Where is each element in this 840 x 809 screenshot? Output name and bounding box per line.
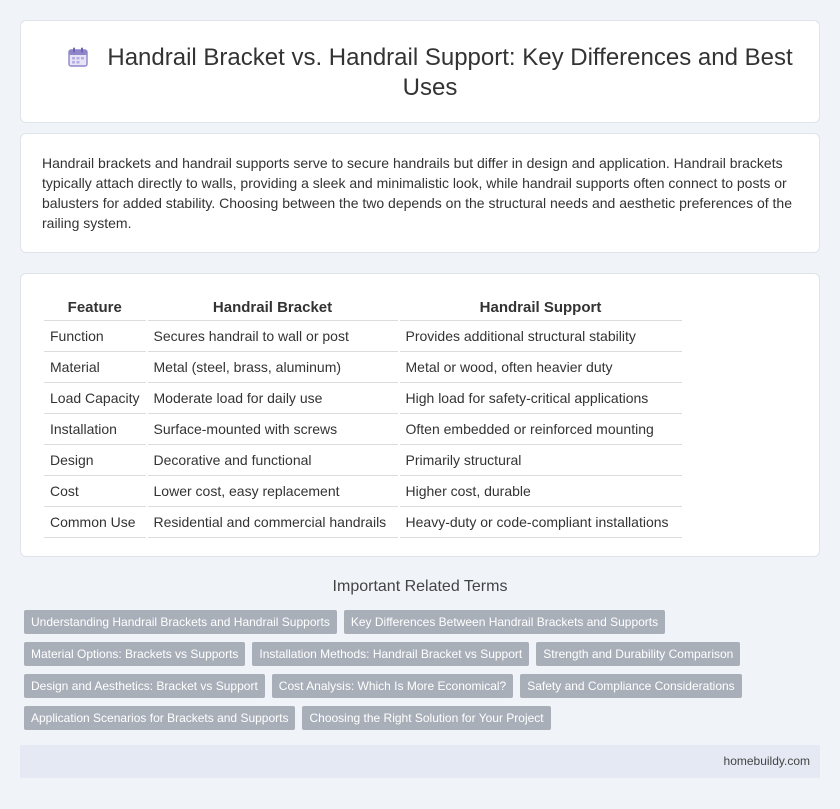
table-cell: Metal (steel, brass, aluminum) bbox=[148, 352, 398, 383]
page-title bbox=[61, 43, 799, 103]
related-term-tag[interactable]: Safety and Compliance Considerations bbox=[520, 674, 741, 698]
table-cell: Material bbox=[44, 352, 146, 383]
header-feature: Feature bbox=[44, 294, 146, 321]
table-cell: Heavy-duty or code-compliant installations bbox=[400, 507, 682, 538]
table-row bbox=[44, 476, 682, 507]
page-title-text: Handrail Bracket vs. Handrail Support: Key Differences and Best Uses bbox=[107, 44, 793, 101]
tag-row bbox=[24, 610, 804, 634]
related-terms-title: Important Related Terms bbox=[332, 578, 508, 595]
table-cell: Provides additional structural stability bbox=[400, 321, 682, 352]
table-cell: Moderate load for daily use bbox=[148, 383, 398, 414]
title-wrap bbox=[61, 43, 799, 103]
related-term-tag[interactable]: Application Scenarios for Brackets and Supports bbox=[24, 706, 295, 730]
table-cell: Metal or wood, often heavier duty bbox=[400, 352, 682, 383]
related-term-tag[interactable]: Understanding Handrail Brackets and Handrail Supports bbox=[24, 610, 337, 634]
footer-site-link[interactable]: homebuildy.com bbox=[723, 754, 810, 768]
related-term-tag[interactable]: Design and Aesthetics: Bracket vs Support bbox=[24, 674, 265, 698]
table-row bbox=[44, 321, 682, 352]
table-cell: Lower cost, easy replacement bbox=[148, 476, 398, 507]
table-row bbox=[44, 507, 682, 538]
calendar-icon bbox=[67, 46, 89, 68]
tag-row bbox=[24, 674, 804, 698]
table-cell: Cost bbox=[44, 476, 146, 507]
table-cell: Load Capacity bbox=[44, 383, 146, 414]
tag-row bbox=[24, 642, 804, 666]
intro-card bbox=[20, 133, 820, 253]
table-cell: Residential and commercial handrails bbox=[148, 507, 398, 538]
related-term-tag[interactable]: Cost Analysis: Which Is More Economical? bbox=[272, 674, 513, 698]
table-cell: Surface-mounted with screws bbox=[148, 414, 398, 445]
table-cell: Decorative and functional bbox=[148, 445, 398, 476]
intro-text: Handrail brackets and handrail supports serve to secure handrails but differ in design and application. Handrail brackets typically attach directly to walls, providing a sleek and minimalistic look, while handrail supports often connect to posts or balusters for added stability. Choosing between the two depends on the structural needs and aesthetic preferences of the railing system. bbox=[42, 155, 792, 231]
related-term-tag[interactable]: Installation Methods: Handrail Bracket vs Support bbox=[252, 642, 529, 666]
table-cell: Often embedded or reinforced mounting bbox=[400, 414, 682, 445]
tag-row bbox=[24, 706, 804, 730]
related-term-tag[interactable]: Choosing the Right Solution for Your Project bbox=[302, 706, 550, 730]
table-cell: Design bbox=[44, 445, 146, 476]
comparison-table bbox=[42, 294, 684, 538]
table-cell: Primarily structural bbox=[400, 445, 682, 476]
table-cell: Common Use bbox=[44, 507, 146, 538]
related-term-tag[interactable]: Material Options: Brackets vs Supports bbox=[24, 642, 245, 666]
related-terms-list bbox=[24, 610, 804, 738]
table-row bbox=[44, 383, 682, 414]
table-row bbox=[44, 414, 682, 445]
table-cell: Installation bbox=[44, 414, 146, 445]
table-cell: Secures handrail to wall or post bbox=[148, 321, 398, 352]
header-handrail-bracket: Handrail Bracket bbox=[148, 294, 398, 321]
footer bbox=[20, 745, 820, 778]
table-header-row bbox=[44, 294, 682, 321]
header-card bbox=[20, 20, 820, 123]
header-handrail-support: Handrail Support bbox=[400, 294, 682, 321]
related-term-tag[interactable]: Strength and Durability Comparison bbox=[536, 642, 740, 666]
table-row bbox=[44, 445, 682, 476]
table-cell: High load for safety-critical applications bbox=[400, 383, 682, 414]
comparison-card bbox=[20, 273, 820, 557]
table-row bbox=[44, 352, 682, 383]
table-cell: Higher cost, durable bbox=[400, 476, 682, 507]
related-term-tag[interactable]: Key Differences Between Handrail Brackets and Supports bbox=[344, 610, 665, 634]
table-cell: Function bbox=[44, 321, 146, 352]
